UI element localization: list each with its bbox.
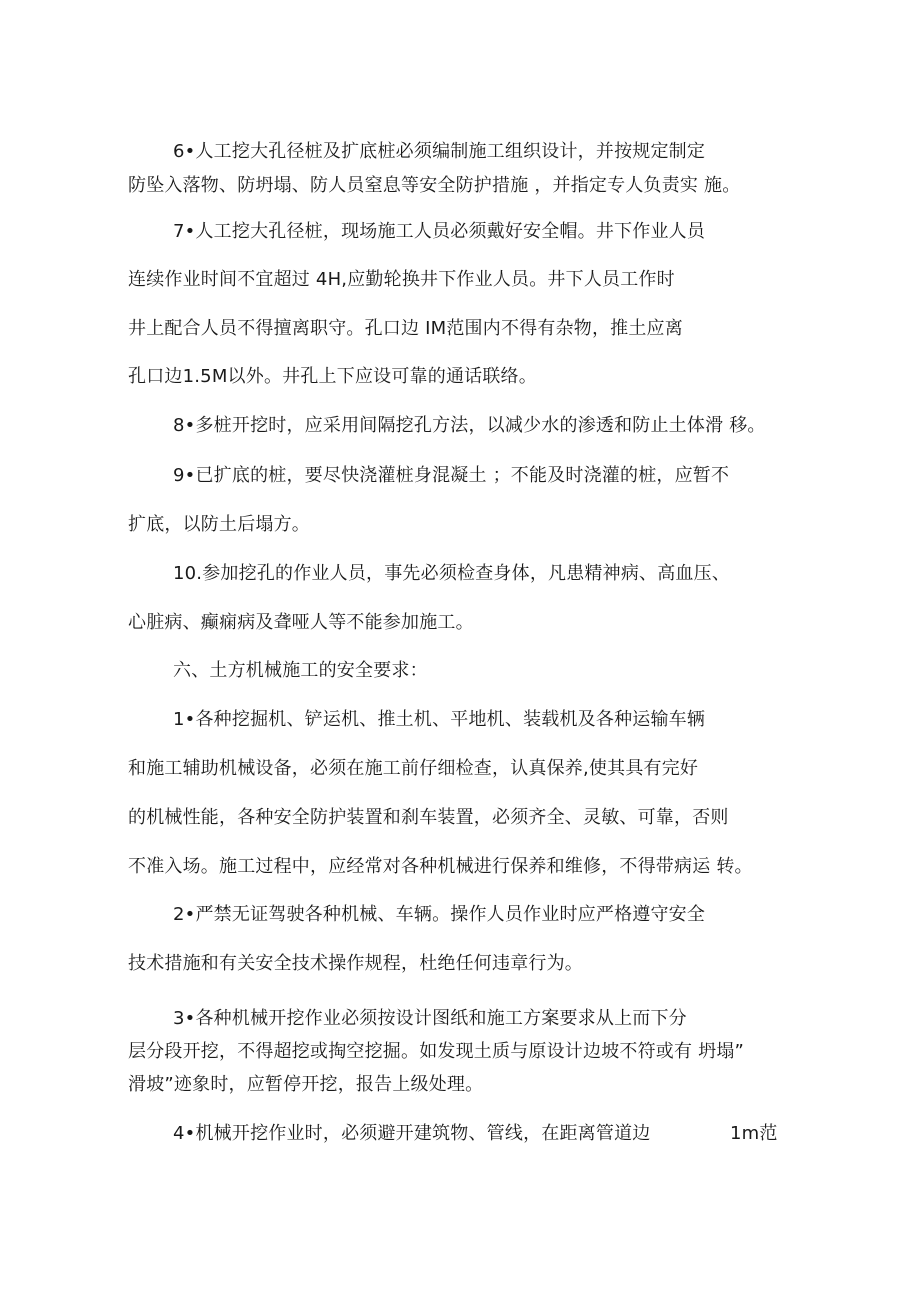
section-heading: 六、土方机械施工的安全要求：	[173, 660, 428, 681]
paragraph-line: 7•人工挖大孔径桩，现场施工人员必须戴好安全帽。井下作业人员	[173, 221, 706, 242]
paragraph-line: 技术措施和有关安全技术操作规程，杜绝任何违章行为。	[128, 953, 583, 974]
paragraph-line: 层分段开挖，不得超挖或掏空挖掘。如发现土质与原设计边坡不符或有 坍塌”	[128, 1041, 745, 1062]
paragraph-line: 10.参加挖孔的作业人员，事先必须检查身体，凡患精神病、高血压、	[173, 563, 731, 584]
paragraph-line: 孔口边1.5M以外。井孔上下应设可靠的通话联络。	[128, 366, 537, 387]
paragraph-line: 不准入场。施工过程中，应经常对各种机械进行保养和维修，不得带病运 转。	[128, 856, 753, 877]
paragraph-line: 3•各种机械开挖作业必须按设计图纸和施工方案要求从上而下分	[173, 1008, 687, 1029]
paragraph-line: 井上配合人员不得擅离职守。孔口边 IM范围内不得有杂物，推土应离	[128, 318, 683, 339]
paragraph-line: 6•人工挖大孔径桩及扩底桩必须编制施工组织设计，并按规定制定	[173, 141, 706, 162]
paragraph-line: 2•严禁无证驾驶各种机械、车辆。操作人员作业时应严格遵守安全	[173, 904, 706, 925]
paragraph-line: 9•已扩底的桩，要尽快浇灌桩身混凝土 ；不能及时浇灌的桩，应暂不	[173, 465, 730, 486]
paragraph-line: 8•多桩开挖时，应采用间隔挖孔方法，以减少水的渗透和防止土体滑 移。	[173, 415, 766, 436]
paragraph-line-tail: 1m范	[730, 1123, 778, 1144]
paragraph-line: 滑坡”迹象时，应暂停开挖，报告上级处理。	[128, 1074, 484, 1095]
paragraph-line: 心脏病、癫痫病及聋哑人等不能参加施工。	[128, 612, 474, 633]
paragraph-line: 的机械性能，各种安全防护装置和刹车装置，必须齐全、灵敏、可靠，否则	[128, 807, 729, 828]
paragraph-line: 扩底，以防土后塌方。	[128, 514, 310, 535]
paragraph-line: 连续作业时间不宜超过 4H,应勤轮换井下作业人员。井下人员工作时	[128, 269, 675, 290]
paragraph-line: 和施工辅助机械设备，必须在施工前仔细检查，认真保养,使其具有完好	[128, 758, 699, 779]
paragraph-line: 防坠入落物、防坍塌、防人员窒息等安全防护措施 ，并指定专人负责实 施。	[128, 175, 741, 196]
paragraph-line: 4•机械开挖作业时，必须避开建筑物、管线，在距离管道边	[173, 1123, 651, 1144]
paragraph-line: 1•各种挖掘机、铲运机、推土机、平地机、装载机及各种运输车辆	[173, 709, 706, 730]
